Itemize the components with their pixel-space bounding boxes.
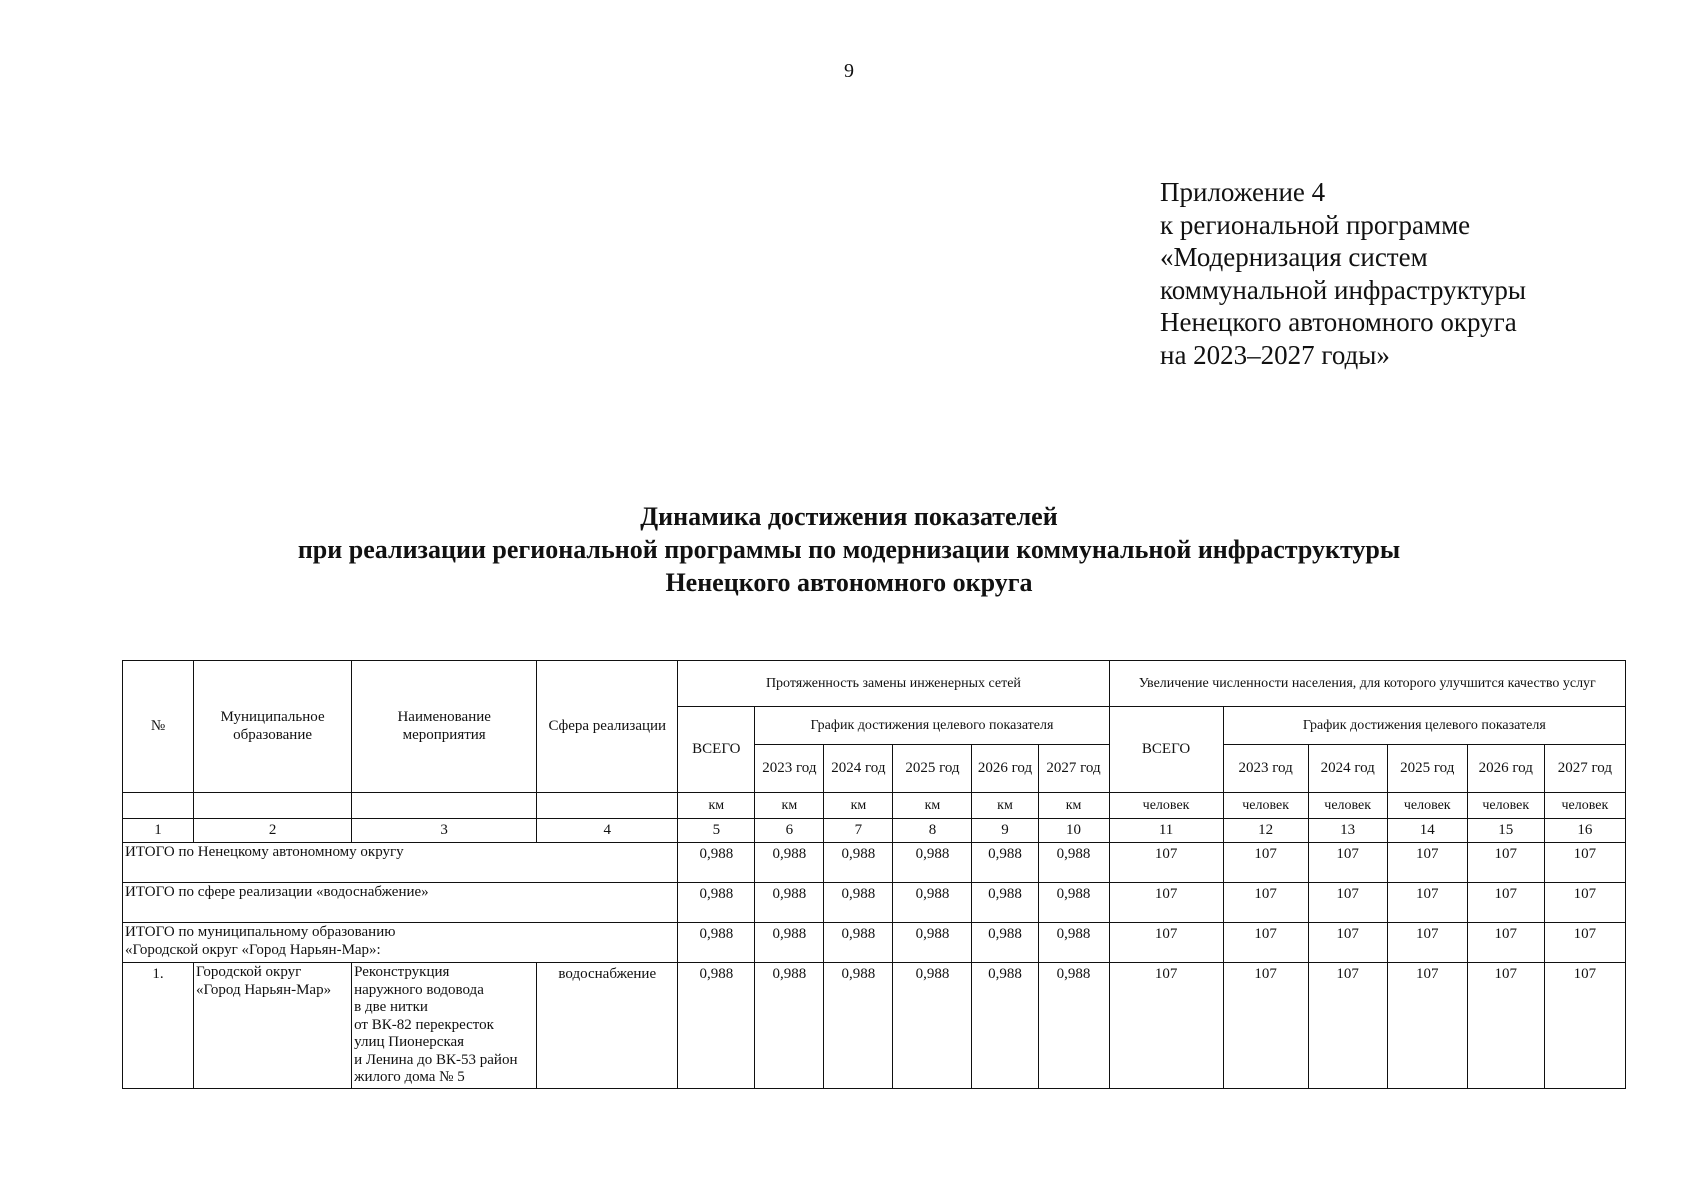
cell-km: 0,988 <box>972 843 1038 883</box>
cell-km: 0,988 <box>972 883 1038 923</box>
header-year-km: 2026 год <box>972 745 1038 793</box>
appendix-line: коммунальной инфраструктуры <box>1160 274 1526 305</box>
cell-km: 0,988 <box>824 843 893 883</box>
unit-blank <box>352 793 537 819</box>
cell-km: 0,988 <box>1038 963 1109 1089</box>
header-municipality: Муниципальное образование <box>194 661 352 793</box>
header-year-people: 2026 год <box>1467 745 1544 793</box>
column-number: 6 <box>755 819 824 843</box>
cell-km: 0,988 <box>893 963 972 1089</box>
total-label <box>123 923 678 963</box>
unit-people: человек <box>1109 793 1223 819</box>
unit-blank <box>123 793 194 819</box>
cell-km: 0,988 <box>755 923 824 963</box>
total-row-sphere <box>123 883 1626 923</box>
cell-people: 107 <box>1544 883 1625 923</box>
total-label-line: ИТОГО по муниципальному образованию <box>125 924 396 940</box>
cell-people: 107 <box>1544 963 1625 1089</box>
header-year-people: 2025 год <box>1387 745 1467 793</box>
cell-event <box>352 963 537 1089</box>
title-line: Динамика достижения показателей <box>640 502 1058 531</box>
document-title <box>0 500 1698 599</box>
cell-people: 107 <box>1308 963 1387 1089</box>
cell-km: 0,988 <box>755 843 824 883</box>
cell-people: 107 <box>1223 843 1308 883</box>
cell-km: 0,988 <box>1038 923 1109 963</box>
appendix-line: к региональной программе <box>1160 209 1471 240</box>
unit-km: км <box>824 793 893 819</box>
cell-km: 0,988 <box>678 923 755 963</box>
cell-people: 107 <box>1109 883 1223 923</box>
units-row <box>123 793 1626 819</box>
cell-people: 107 <box>1467 923 1544 963</box>
header-year-people: 2027 год <box>1544 745 1625 793</box>
cell-people: 107 <box>1308 843 1387 883</box>
cell-people: 107 <box>1308 883 1387 923</box>
unit-people: человек <box>1308 793 1387 819</box>
indicators-table <box>122 660 1626 1089</box>
unit-km: км <box>1038 793 1109 819</box>
column-number: 15 <box>1467 819 1544 843</box>
cell-people: 107 <box>1544 923 1625 963</box>
cell-people: 107 <box>1109 843 1223 883</box>
cell-people: 107 <box>1223 963 1308 1089</box>
column-number: 13 <box>1308 819 1387 843</box>
header-networks-group: Протяженность замены инженерных сетей <box>678 661 1109 707</box>
unit-people: человек <box>1387 793 1467 819</box>
cell-km: 0,988 <box>893 843 972 883</box>
title-line: Ненецкого автономного округа <box>665 568 1033 597</box>
total-label: ИТОГО по сфере реализации «водоснабжение» <box>123 883 678 923</box>
total-row-municipality <box>123 923 1626 963</box>
column-number: 5 <box>678 819 755 843</box>
column-number: 12 <box>1223 819 1308 843</box>
total-row-okrug <box>123 843 1626 883</box>
header-population-group: Увеличение численности населения, для которого улучшится качество услуг <box>1109 661 1625 707</box>
cell-people: 107 <box>1544 843 1625 883</box>
header-year-km: 2024 год <box>824 745 893 793</box>
header-year-km: 2023 год <box>755 745 824 793</box>
header-num: № <box>123 661 194 793</box>
cell-people: 107 <box>1467 843 1544 883</box>
event-line: от ВК-82 перекресток <box>354 1016 494 1033</box>
header-schedule-km: График достижения целевого показателя <box>755 707 1109 745</box>
event-line: Реконструкция <box>354 964 450 980</box>
event-line: в две нитки <box>354 999 428 1015</box>
cell-km: 0,988 <box>824 923 893 963</box>
total-label-line: «Городской округ «Город Нарьян-Мар»: <box>125 941 381 958</box>
cell-people: 107 <box>1308 923 1387 963</box>
cell-municipality <box>194 963 352 1089</box>
cell-km: 0,988 <box>824 883 893 923</box>
total-label: ИТОГО по Ненецкому автономному округу <box>123 843 678 883</box>
cell-km: 0,988 <box>678 963 755 1089</box>
cell-people: 107 <box>1223 923 1308 963</box>
unit-people: человек <box>1223 793 1308 819</box>
appendix-line: «Модернизация систем <box>1160 242 1428 272</box>
unit-people: человек <box>1467 793 1544 819</box>
header-total-people: ВСЕГО <box>1109 707 1223 793</box>
cell-sphere: водоснабжение <box>537 963 678 1089</box>
column-number: 9 <box>972 819 1038 843</box>
cell-people: 107 <box>1387 883 1467 923</box>
cell-people: 107 <box>1467 963 1544 1089</box>
unit-people: человек <box>1544 793 1625 819</box>
cell-people: 107 <box>1109 923 1223 963</box>
header-year-people: 2023 год <box>1223 745 1308 793</box>
cell-km: 0,988 <box>678 883 755 923</box>
column-number: 2 <box>194 819 352 843</box>
column-number: 10 <box>1038 819 1109 843</box>
appendix-line: на 2023–2027 годы» <box>1160 339 1390 370</box>
column-number: 3 <box>352 819 537 843</box>
column-number: 1 <box>123 819 194 843</box>
column-number: 7 <box>824 819 893 843</box>
event-line: жилого дома № 5 <box>354 1069 465 1085</box>
cell-people: 107 <box>1223 883 1308 923</box>
header-event: Наименование мероприятия <box>352 661 537 793</box>
cell-km: 0,988 <box>755 963 824 1089</box>
unit-blank <box>194 793 352 819</box>
header-year-km: 2025 год <box>893 745 972 793</box>
header-total-km: ВСЕГО <box>678 707 755 793</box>
cell-km: 0,988 <box>678 843 755 883</box>
column-numbers-row <box>123 819 1626 843</box>
column-number: 14 <box>1387 819 1467 843</box>
appendix-line: Ненецкого автономного округа <box>1160 307 1517 337</box>
unit-km: км <box>972 793 1038 819</box>
cell-people: 107 <box>1109 963 1223 1089</box>
header-schedule-people: График достижения целевого показателя <box>1223 707 1625 745</box>
cell-km: 0,988 <box>972 923 1038 963</box>
municipality-line: «Город Нарьян-Мар» <box>196 981 332 998</box>
unit-km: км <box>893 793 972 819</box>
cell-people: 107 <box>1467 883 1544 923</box>
cell-km: 0,988 <box>755 883 824 923</box>
cell-num: 1. <box>123 963 194 1089</box>
unit-km: км <box>678 793 755 819</box>
cell-km: 0,988 <box>1038 883 1109 923</box>
column-number: 8 <box>893 819 972 843</box>
appendix-block <box>1160 176 1526 371</box>
appendix-line: Приложение 4 <box>1160 177 1326 207</box>
cell-km: 0,988 <box>972 963 1038 1089</box>
event-line: и Ленина до ВК-53 район <box>354 1051 518 1068</box>
cell-people: 107 <box>1387 923 1467 963</box>
header-year-people: 2024 год <box>1308 745 1387 793</box>
unit-km: км <box>755 793 824 819</box>
header-sphere: Сфера реализации <box>537 661 678 793</box>
event-line: наружного водовода <box>354 981 484 998</box>
header-year-km: 2027 год <box>1038 745 1109 793</box>
municipality-line: Городской округ <box>196 964 302 980</box>
table-row <box>123 963 1626 1089</box>
column-number: 16 <box>1544 819 1625 843</box>
event-line: улиц Пионерская <box>354 1034 465 1050</box>
cell-people: 107 <box>1387 843 1467 883</box>
page-number: 9 <box>844 60 854 82</box>
cell-km: 0,988 <box>893 883 972 923</box>
cell-km: 0,988 <box>824 963 893 1089</box>
column-number: 4 <box>537 819 678 843</box>
unit-blank <box>537 793 678 819</box>
title-line: при реализации региональной программы по модернизации коммунальной инфраструктуры <box>297 535 1401 564</box>
cell-km: 0,988 <box>1038 843 1109 883</box>
cell-km: 0,988 <box>893 923 972 963</box>
column-number: 11 <box>1109 819 1223 843</box>
cell-people: 107 <box>1387 963 1467 1089</box>
